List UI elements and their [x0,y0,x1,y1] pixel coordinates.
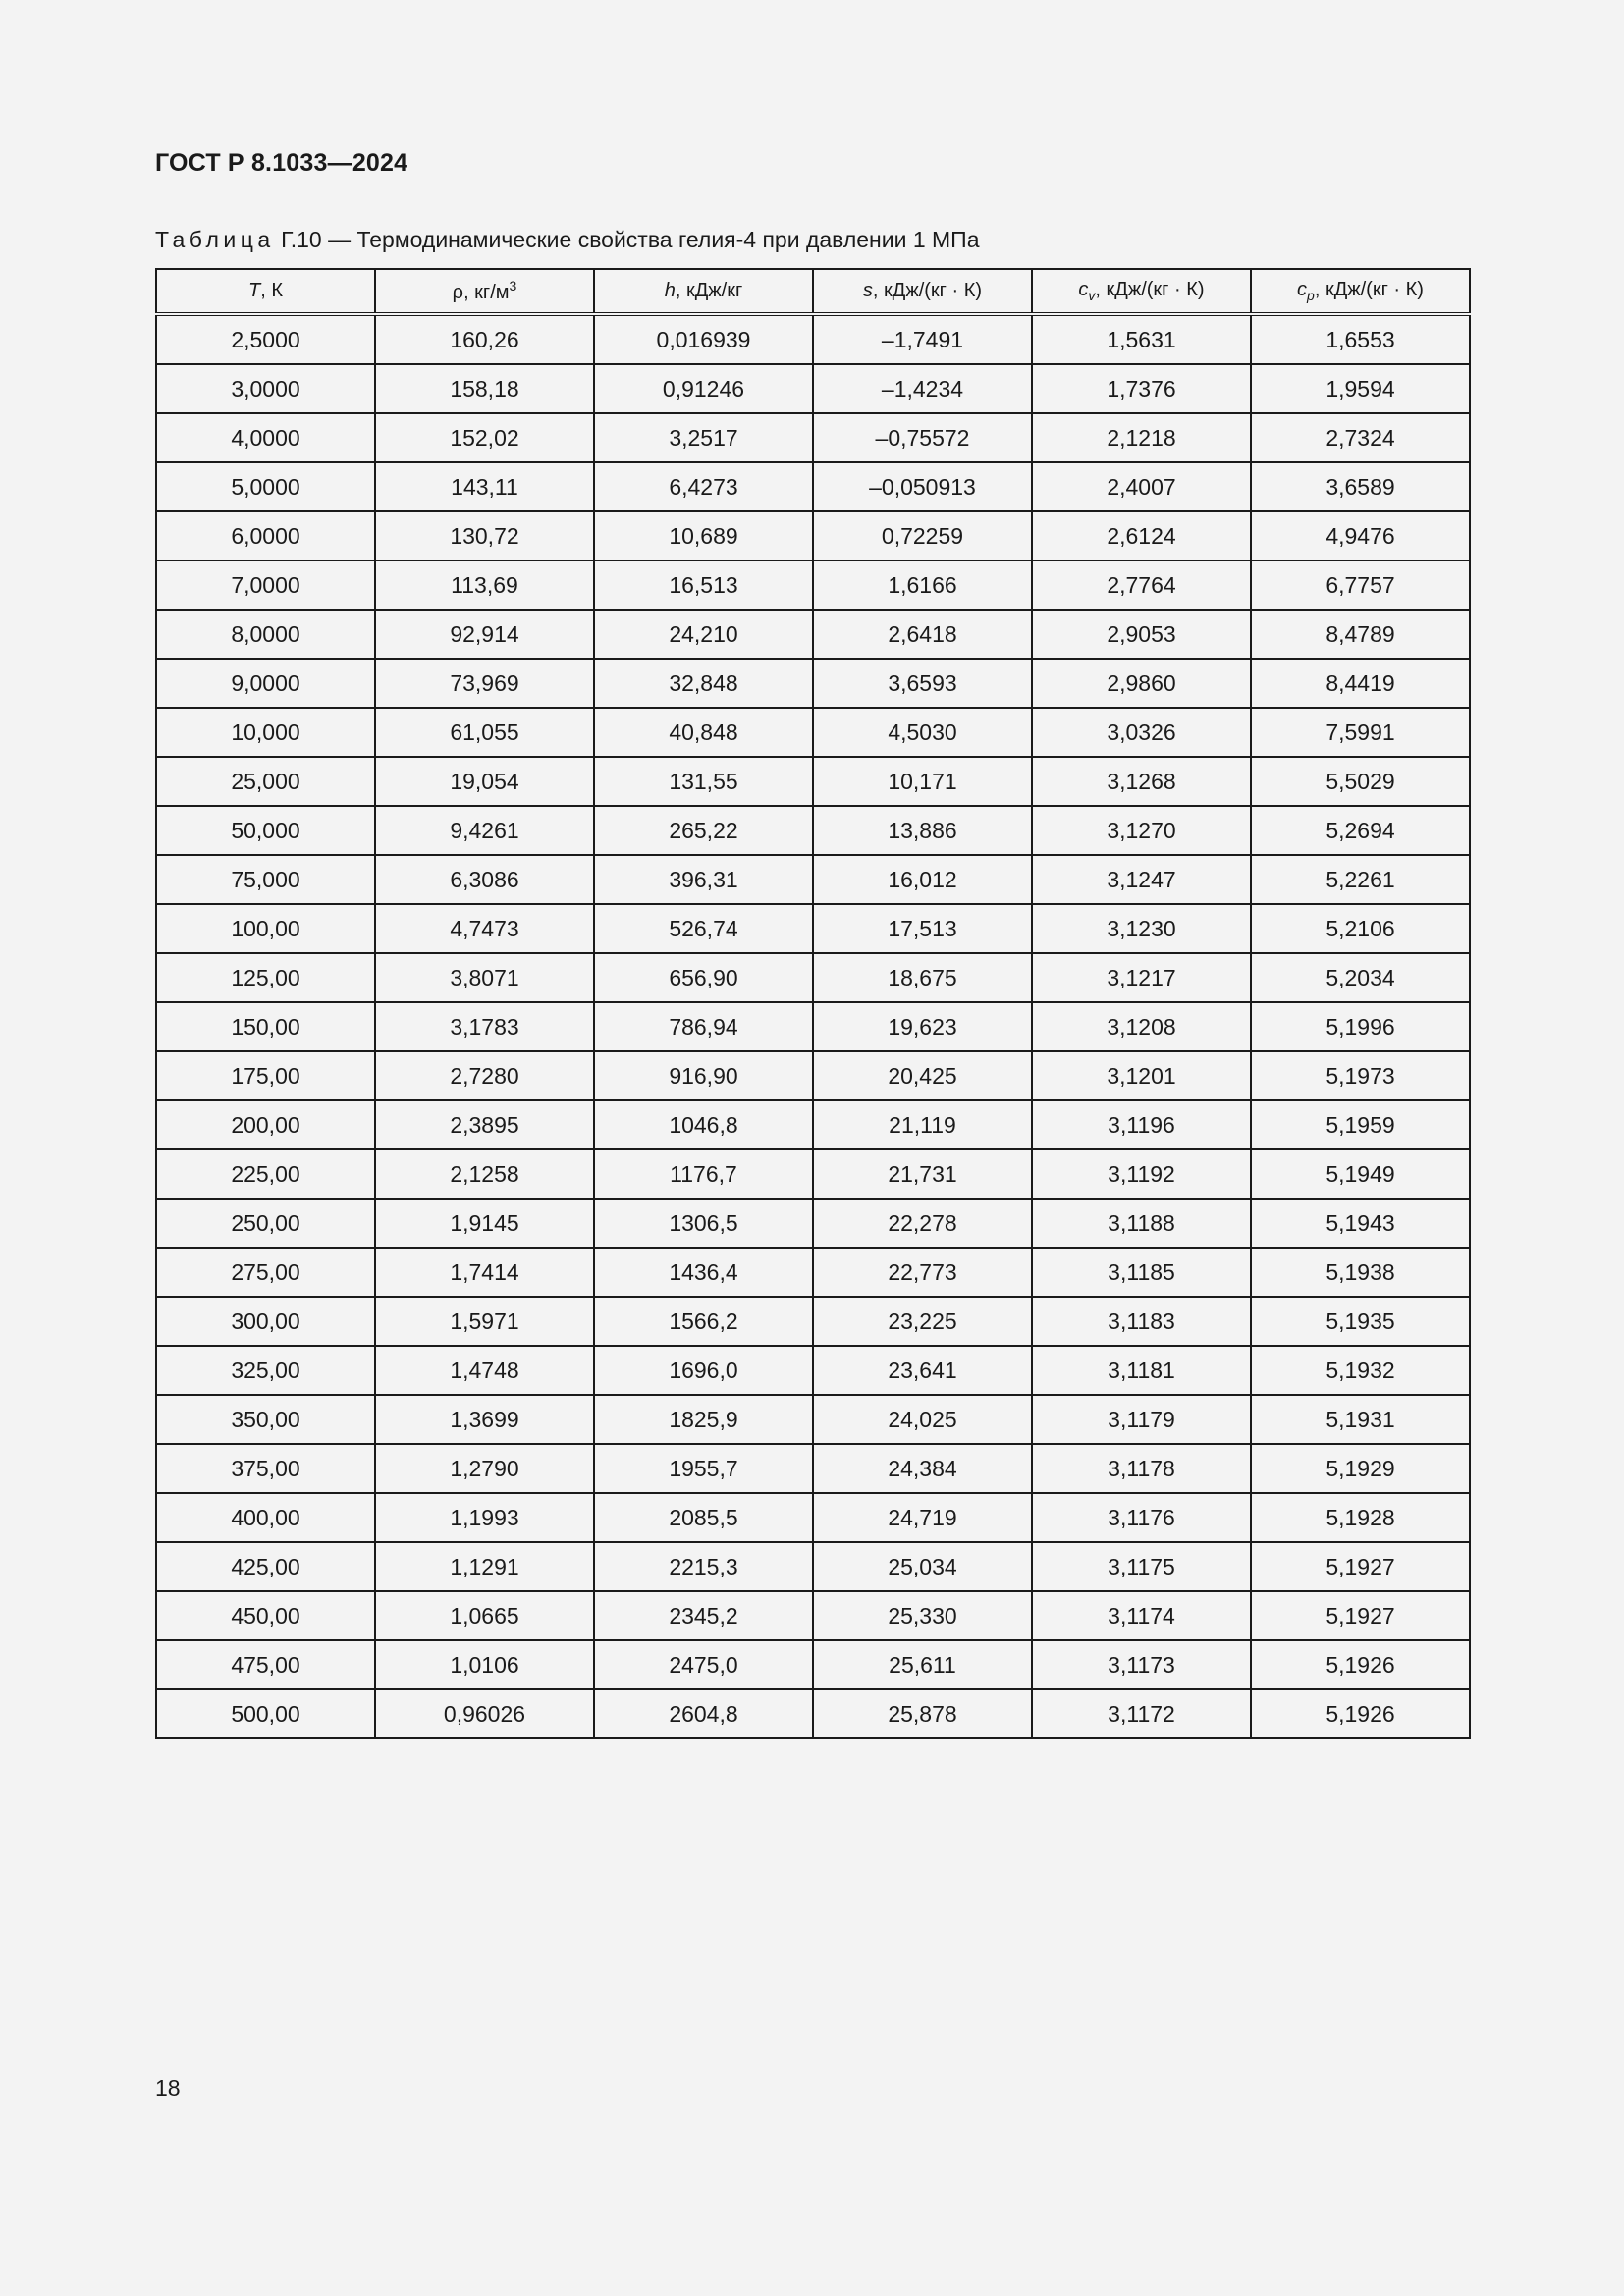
cell-enthalpy: 1955,7 [594,1444,813,1493]
cell-cp: 5,1938 [1251,1248,1470,1297]
cell-cv: 3,0326 [1032,708,1251,757]
table-row [156,1444,1470,1493]
cell-entropy: 22,278 [813,1199,1032,1248]
cell-density: 2,3895 [375,1100,594,1149]
cell-entropy: –1,7491 [813,314,1032,364]
cell-density: 160,26 [375,314,594,364]
thermo-properties-table [155,268,1471,1739]
cell-density: 1,2790 [375,1444,594,1493]
cell-cv: 3,1173 [1032,1640,1251,1689]
cell-enthalpy: 526,74 [594,904,813,953]
cell-cp: 5,1996 [1251,1002,1470,1051]
cell-cv: 3,1176 [1032,1493,1251,1542]
table-row [156,1297,1470,1346]
cell-enthalpy: 1176,7 [594,1149,813,1199]
cell-density: 19,054 [375,757,594,806]
cell-temperature: 100,00 [156,904,375,953]
cell-cv: 3,1196 [1032,1100,1251,1149]
temperature-unit: , К [260,280,283,301]
cell-cv: 3,1230 [1032,904,1251,953]
cell-cp: 5,2106 [1251,904,1470,953]
cell-density: 92,914 [375,610,594,659]
table-row [156,561,1470,610]
cell-temperature: 400,00 [156,1493,375,1542]
cell-temperature: 2,5000 [156,314,375,364]
table-row [156,1493,1470,1542]
density-symbol: ρ [452,282,464,303]
table-row [156,462,1470,511]
cell-temperature: 200,00 [156,1100,375,1149]
table-row [156,1051,1470,1100]
cell-cp: 5,1926 [1251,1689,1470,1738]
cell-density: 1,0106 [375,1640,594,1689]
temperature-symbol: T [248,280,261,301]
cell-enthalpy: 32,848 [594,659,813,708]
table-row [156,1591,1470,1640]
cell-density: 3,1783 [375,1002,594,1051]
cell-density: 9,4261 [375,806,594,855]
cell-temperature: 325,00 [156,1346,375,1395]
cell-cp: 5,2034 [1251,953,1470,1002]
entropy-unit: , кДж/(кг · К) [872,280,983,301]
cell-enthalpy: 2475,0 [594,1640,813,1689]
cell-entropy: 24,384 [813,1444,1032,1493]
cell-enthalpy: 265,22 [594,806,813,855]
cell-temperature: 500,00 [156,1689,375,1738]
cell-temperature: 9,0000 [156,659,375,708]
cell-cv: 3,1268 [1032,757,1251,806]
cell-cp: 5,2261 [1251,855,1470,904]
cell-cp: 5,1943 [1251,1199,1470,1248]
cell-entropy: 23,225 [813,1297,1032,1346]
cell-cv: 3,1185 [1032,1248,1251,1297]
cell-cv: 3,1183 [1032,1297,1251,1346]
cell-density: 130,72 [375,511,594,561]
cell-cp: 5,1949 [1251,1149,1470,1199]
table-row [156,708,1470,757]
cv-symbol: c [1078,279,1089,300]
cell-density: 6,3086 [375,855,594,904]
cell-cp: 5,1935 [1251,1297,1470,1346]
cell-density: 1,1993 [375,1493,594,1542]
cell-entropy: 2,6418 [813,610,1032,659]
cell-enthalpy: 916,90 [594,1051,813,1100]
cell-temperature: 50,000 [156,806,375,855]
column-header-cp [1251,269,1470,314]
table-row [156,1395,1470,1444]
cell-cp: 8,4419 [1251,659,1470,708]
cell-cv: 3,1192 [1032,1149,1251,1199]
cell-enthalpy: 656,90 [594,953,813,1002]
cell-temperature: 25,000 [156,757,375,806]
table-row [156,953,1470,1002]
table-row [156,511,1470,561]
cell-cp: 5,1973 [1251,1051,1470,1100]
column-header-density [375,269,594,314]
cell-cp: 7,5991 [1251,708,1470,757]
enthalpy-symbol: h [664,280,676,301]
cell-cv: 3,1217 [1032,953,1251,1002]
cell-cv: 3,1247 [1032,855,1251,904]
cell-temperature: 6,0000 [156,511,375,561]
cell-cp: 8,4789 [1251,610,1470,659]
cell-temperature: 300,00 [156,1297,375,1346]
cell-cv: 3,1175 [1032,1542,1251,1591]
table-row [156,806,1470,855]
cell-entropy: 19,623 [813,1002,1032,1051]
cell-temperature: 150,00 [156,1002,375,1051]
column-header-enthalpy [594,269,813,314]
cell-cv: 1,5631 [1032,314,1251,364]
cell-temperature: 75,000 [156,855,375,904]
table-row [156,1248,1470,1297]
cell-cp: 5,1927 [1251,1591,1470,1640]
table-header [156,269,1470,314]
cell-temperature: 3,0000 [156,364,375,413]
cv-unit: , кДж/(кг · К) [1095,279,1205,300]
cell-enthalpy: 24,210 [594,610,813,659]
cell-density: 2,1258 [375,1149,594,1199]
cell-enthalpy: 6,4273 [594,462,813,511]
cell-cv: 2,7764 [1032,561,1251,610]
cell-entropy: 24,719 [813,1493,1032,1542]
cell-entropy: –1,4234 [813,364,1032,413]
cell-cp: 6,7757 [1251,561,1470,610]
table-body [156,314,1470,1738]
cell-cp: 5,1927 [1251,1542,1470,1591]
cell-enthalpy: 3,2517 [594,413,813,462]
cell-entropy: 1,6166 [813,561,1032,610]
table-row [156,1100,1470,1149]
cell-entropy: 25,034 [813,1542,1032,1591]
cell-density: 1,4748 [375,1346,594,1395]
cell-enthalpy: 1306,5 [594,1199,813,1248]
table-row [156,364,1470,413]
table-caption [155,227,980,253]
cell-density: 143,11 [375,462,594,511]
cell-entropy: 3,6593 [813,659,1032,708]
cell-entropy: 25,878 [813,1689,1032,1738]
cell-cp: 5,2694 [1251,806,1470,855]
cell-cp: 5,1929 [1251,1444,1470,1493]
table-row [156,659,1470,708]
cell-cv: 2,9860 [1032,659,1251,708]
cell-density: 1,1291 [375,1542,594,1591]
cell-density: 0,96026 [375,1689,594,1738]
cell-density: 152,02 [375,413,594,462]
table-row [156,413,1470,462]
column-header-temperature [156,269,375,314]
cell-enthalpy: 2345,2 [594,1591,813,1640]
cell-temperature: 7,0000 [156,561,375,610]
table-row [156,757,1470,806]
page-number: 18 [155,2075,181,2101]
cell-enthalpy: 40,848 [594,708,813,757]
cell-enthalpy: 1566,2 [594,1297,813,1346]
cell-temperature: 375,00 [156,1444,375,1493]
cell-cp: 2,7324 [1251,413,1470,462]
cell-enthalpy: 10,689 [594,511,813,561]
cell-cp: 5,1928 [1251,1493,1470,1542]
cell-entropy: 4,5030 [813,708,1032,757]
cell-cv: 2,1218 [1032,413,1251,462]
cell-cp: 5,5029 [1251,757,1470,806]
cell-entropy: 18,675 [813,953,1032,1002]
cell-cv: 3,1178 [1032,1444,1251,1493]
cell-enthalpy: 2604,8 [594,1689,813,1738]
cell-density: 61,055 [375,708,594,757]
cell-temperature: 175,00 [156,1051,375,1100]
cell-entropy: 16,012 [813,855,1032,904]
cell-cv: 3,1174 [1032,1591,1251,1640]
cell-temperature: 4,0000 [156,413,375,462]
cell-cv: 2,6124 [1032,511,1251,561]
cell-entropy: 23,641 [813,1346,1032,1395]
cell-entropy: 24,025 [813,1395,1032,1444]
table-row [156,610,1470,659]
cv-subscript: v [1088,288,1096,303]
cell-entropy: 21,731 [813,1149,1032,1199]
cell-entropy: –0,050913 [813,462,1032,511]
cp-subscript: p [1307,288,1315,303]
entropy-symbol: s [862,280,873,301]
table-row [156,1542,1470,1591]
table-caption-text: Г.10 — Термодинамические свойства гелия-4 при давлении 1 МПа [274,227,980,252]
cell-density: 158,18 [375,364,594,413]
cell-entropy: 25,330 [813,1591,1032,1640]
cell-enthalpy: 786,94 [594,1002,813,1051]
table-row [156,1346,1470,1395]
cell-temperature: 125,00 [156,953,375,1002]
table-row [156,1689,1470,1738]
table-row [156,904,1470,953]
density-unit: , кг/м [463,282,510,303]
cell-cp: 1,6553 [1251,314,1470,364]
cell-cv: 3,1188 [1032,1199,1251,1248]
cp-unit: , кДж/(кг · К) [1314,279,1424,300]
cell-cv: 1,7376 [1032,364,1251,413]
cell-entropy: 13,886 [813,806,1032,855]
cell-enthalpy: 1046,8 [594,1100,813,1149]
cell-density: 113,69 [375,561,594,610]
cell-entropy: –0,75572 [813,413,1032,462]
cell-cv: 3,1172 [1032,1689,1251,1738]
column-header-cv [1032,269,1251,314]
cell-density: 1,7414 [375,1248,594,1297]
cell-entropy: 17,513 [813,904,1032,953]
cell-density: 73,969 [375,659,594,708]
column-header-entropy [813,269,1032,314]
cell-enthalpy: 396,31 [594,855,813,904]
cell-temperature: 450,00 [156,1591,375,1640]
cell-temperature: 8,0000 [156,610,375,659]
cell-cv: 2,9053 [1032,610,1251,659]
cell-entropy: 0,72259 [813,511,1032,561]
table-row [156,1640,1470,1689]
cell-temperature: 10,000 [156,708,375,757]
cell-temperature: 225,00 [156,1149,375,1199]
cp-symbol: c [1297,279,1308,300]
table-row [156,1149,1470,1199]
cell-cp: 1,9594 [1251,364,1470,413]
cell-enthalpy: 1696,0 [594,1346,813,1395]
cell-cp: 3,6589 [1251,462,1470,511]
cell-temperature: 5,0000 [156,462,375,511]
table-header-row [156,269,1470,314]
cell-entropy: 25,611 [813,1640,1032,1689]
table-row [156,1199,1470,1248]
density-unit-exponent: 3 [509,278,517,294]
cell-cv: 3,1208 [1032,1002,1251,1051]
cell-density: 4,7473 [375,904,594,953]
cell-cv: 3,1179 [1032,1395,1251,1444]
cell-enthalpy: 2215,3 [594,1542,813,1591]
cell-temperature: 425,00 [156,1542,375,1591]
cell-temperature: 475,00 [156,1640,375,1689]
document-header: ГОСТ Р 8.1033—2024 [155,149,408,177]
cell-density: 2,7280 [375,1051,594,1100]
cell-temperature: 250,00 [156,1199,375,1248]
cell-temperature: 275,00 [156,1248,375,1297]
cell-density: 1,9145 [375,1199,594,1248]
cell-cp: 4,9476 [1251,511,1470,561]
cell-temperature: 350,00 [156,1395,375,1444]
cell-enthalpy: 0,016939 [594,314,813,364]
cell-cp: 5,1926 [1251,1640,1470,1689]
cell-entropy: 20,425 [813,1051,1032,1100]
cell-enthalpy: 1436,4 [594,1248,813,1297]
cell-cp: 5,1931 [1251,1395,1470,1444]
cell-cv: 2,4007 [1032,462,1251,511]
cell-enthalpy: 2085,5 [594,1493,813,1542]
cell-enthalpy: 1825,9 [594,1395,813,1444]
cell-cp: 5,1932 [1251,1346,1470,1395]
cell-entropy: 21,119 [813,1100,1032,1149]
cell-density: 1,3699 [375,1395,594,1444]
cell-density: 1,0665 [375,1591,594,1640]
enthalpy-unit: , кДж/кг [675,280,743,301]
cell-enthalpy: 0,91246 [594,364,813,413]
table-row [156,314,1470,364]
table-caption-word: Таблица [155,227,275,252]
table-row [156,855,1470,904]
cell-density: 3,8071 [375,953,594,1002]
table-row [156,1002,1470,1051]
cell-entropy: 10,171 [813,757,1032,806]
cell-cp: 5,1959 [1251,1100,1470,1149]
cell-density: 1,5971 [375,1297,594,1346]
cell-entropy: 22,773 [813,1248,1032,1297]
cell-enthalpy: 16,513 [594,561,813,610]
cell-enthalpy: 131,55 [594,757,813,806]
cell-cv: 3,1270 [1032,806,1251,855]
cell-cv: 3,1181 [1032,1346,1251,1395]
cell-cv: 3,1201 [1032,1051,1251,1100]
